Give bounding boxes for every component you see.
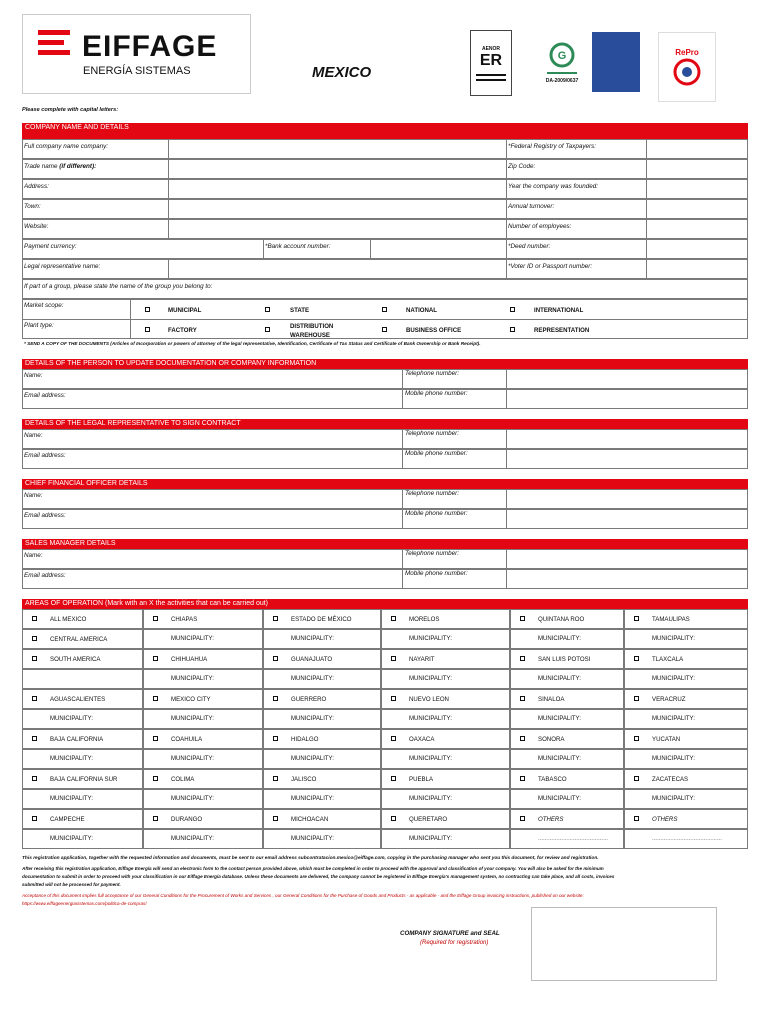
payment-currency-label: Payment currency: <box>24 243 77 250</box>
year-founded-input[interactable] <box>647 180 747 198</box>
area-label: ALL MEXICO <box>50 616 87 623</box>
municipality-label: MUNICIPALITY: <box>538 796 581 802</box>
employees-input[interactable] <box>647 220 747 238</box>
area-checkbox[interactable] <box>273 616 278 621</box>
contact-section-header: DETAILS OF THE LEGAL REPRESENTATIVE TO SIGN CONTRACT <box>22 419 748 429</box>
municipality-label: MUNICIPALITY: <box>291 756 334 762</box>
contact-email-input[interactable] <box>70 570 400 588</box>
address-input[interactable] <box>169 180 505 198</box>
rfc-input[interactable] <box>647 140 747 158</box>
repro-certificate-icon: RePro <box>658 32 716 102</box>
contact-phone-label: Telephone number: <box>405 370 460 377</box>
area-label: OAXACA <box>409 736 435 743</box>
area-label: NAYARIT <box>409 656 435 663</box>
town-label: Town: <box>24 203 41 210</box>
registration-process-line2: documentation to submit in order to proceed with your classification in our Eiffage Energía database. Unless these documents are delivered, the company cannot be registered in Eiffage Energía's management system, no contracting can take place, and all costs, invoices <box>22 874 615 879</box>
area-label: SAN LUIS POTOSI <box>538 656 591 663</box>
contact-name-input[interactable] <box>70 550 400 568</box>
area-checkbox[interactable] <box>273 776 278 781</box>
municipality-label: MUNICIPALITY: <box>409 756 452 762</box>
deed-number-input[interactable] <box>647 240 747 258</box>
market-national-label: NATIONAL <box>406 307 438 314</box>
brand-name: EIFFAGE <box>82 30 218 63</box>
area-label: QUERETARO <box>409 816 448 823</box>
area-label: CHIHUAHUA <box>171 656 208 663</box>
payment-currency-input[interactable] <box>169 240 262 258</box>
svg-text:G: G <box>557 50 567 62</box>
area-label: JALISCO <box>291 776 317 783</box>
contact-email-label: Email address: <box>24 392 66 399</box>
area-checkbox[interactable] <box>153 656 158 661</box>
contact-phone-label: Telephone number: <box>405 430 460 437</box>
annual-turnover-input[interactable] <box>647 200 747 218</box>
area-label: GUERRERO <box>291 696 327 703</box>
contact-section-header: CHIEF FINANCIAL OFFICER DETAILS <box>22 479 748 489</box>
signature-box[interactable] <box>531 907 717 981</box>
address-label: Address: <box>24 183 49 190</box>
area-checkbox[interactable] <box>153 736 158 741</box>
municipality-label: MUNICIPALITY: <box>652 796 695 802</box>
bank-account-label: *Bank account number: <box>265 243 331 250</box>
contact-email-input[interactable] <box>70 450 400 468</box>
signature-label: COMPANY SIGNATURE and SEAL <box>400 930 500 937</box>
municipality-label: MUNICIPALITY: <box>409 636 452 642</box>
trade-name-label: Trade name (if different): <box>24 163 97 170</box>
zip-code-label: Zip Code: <box>508 163 536 170</box>
contact-name-input[interactable] <box>70 430 400 448</box>
contact-mobile-label: Mobile phone number: <box>405 510 468 517</box>
area-checkbox[interactable] <box>273 696 278 701</box>
area-checkbox[interactable] <box>391 616 396 621</box>
plant-office-label: BUSINESS OFFICE <box>406 327 462 334</box>
contact-email-input[interactable] <box>70 390 400 408</box>
contact-email-label: Email address: <box>24 452 66 459</box>
others-input[interactable]: …………………………………… <box>538 836 608 842</box>
area-label: SONORA <box>538 736 565 743</box>
area-label: CAMPECHE <box>50 816 85 823</box>
municipality-label: MUNICIPALITY: <box>171 636 214 642</box>
website-label: Website: <box>24 223 49 230</box>
area-checkbox[interactable] <box>32 636 37 641</box>
municipality-label: MUNICIPALITY: <box>50 756 93 762</box>
area-label: YUCATAN <box>652 736 681 743</box>
market-state-label: STATE <box>290 307 310 314</box>
plant-factory-checkbox[interactable] <box>145 327 150 332</box>
area-checkbox[interactable] <box>634 776 639 781</box>
areas-section-header: AREAS OF OPERATION (Mark with an X the activities that can be carried out) <box>22 599 748 609</box>
rfc-label: *Federal Registry of Taxpayers: <box>508 143 596 150</box>
area-checkbox[interactable] <box>32 736 37 741</box>
contact-mobile-label: Mobile phone number: <box>405 450 468 457</box>
area-checkbox[interactable] <box>32 656 37 661</box>
area-checkbox[interactable] <box>634 616 639 621</box>
market-municipal-label: MUNICIPAL <box>168 307 202 314</box>
contact-phone-input[interactable] <box>507 550 747 568</box>
contact-email-label: Email address: <box>24 512 66 519</box>
zip-code-input[interactable] <box>647 160 747 178</box>
area-checkbox[interactable] <box>32 696 37 701</box>
contact-phone-label: Telephone number: <box>405 550 460 557</box>
area-label: DURANGO <box>171 816 203 823</box>
contact-name-label: Name: <box>24 372 43 379</box>
full-company-name-label: Full company name company: <box>24 143 108 150</box>
plant-representation-label: REPRESENTATION <box>534 327 590 334</box>
aenor-certificate-icon: AENOR ER <box>470 30 512 96</box>
municipality-label: MUNICIPALITY: <box>291 676 334 682</box>
website-input[interactable] <box>169 220 505 238</box>
market-state-checkbox[interactable] <box>265 307 270 312</box>
plant-office-checkbox[interactable] <box>382 327 387 332</box>
area-checkbox[interactable] <box>391 816 396 821</box>
trade-name-input[interactable] <box>169 160 505 178</box>
year-founded-label: Year the company was founded: <box>508 183 598 190</box>
contact-mobile-input[interactable] <box>507 510 747 528</box>
area-checkbox[interactable] <box>273 736 278 741</box>
plant-factory-label: FACTORY <box>168 327 197 334</box>
municipality-label: MUNICIPALITY: <box>538 676 581 682</box>
area-label: SINALOA <box>538 696 565 703</box>
voter-id-label: *Voter ID or Passport number: <box>508 263 593 270</box>
area-checkbox[interactable] <box>634 736 639 741</box>
area-checkbox[interactable] <box>520 696 525 701</box>
area-checkbox[interactable] <box>634 696 639 701</box>
area-label: AGUASCALIENTES <box>50 696 106 703</box>
contact-section-header: DETAILS OF THE PERSON TO UPDATE DOCUMENTATION OR COMPANY INFORMATION <box>22 359 748 369</box>
area-label: NUEVO LEON <box>409 696 449 703</box>
area-label: BAJA CALIFORNIA <box>50 736 104 743</box>
municipality-label: MUNICIPALITY: <box>652 756 695 762</box>
area-label: OTHERS <box>652 816 678 823</box>
contact-section-header: SALES MANAGER DETAILS <box>22 539 748 549</box>
employees-label: Number of employees: <box>508 223 572 230</box>
environmental-certificate-icon: G DA-2009/0637 <box>540 30 584 96</box>
area-checkbox[interactable] <box>153 696 158 701</box>
contact-phone-label: Telephone number: <box>405 490 460 497</box>
municipality-label: MUNICIPALITY: <box>171 716 214 722</box>
area-label: MEXICO CITY <box>171 696 211 703</box>
area-label: OTHERS <box>538 816 564 823</box>
area-label: MICHOACAN <box>291 816 329 823</box>
market-international-label: INTERNATIONAL <box>534 307 584 314</box>
company-section-header: COMPANY NAME AND DETAILS <box>22 123 748 139</box>
plant-type-label: Plant type: <box>24 322 54 329</box>
contact-name-label: Name: <box>24 432 43 439</box>
area-checkbox[interactable] <box>634 656 639 661</box>
area-label: CHIAPAS <box>171 616 198 623</box>
area-label: COAHUILA <box>171 736 203 743</box>
area-label: ESTADO DE MÉXICO <box>291 616 352 623</box>
legal-rep-name-input[interactable] <box>169 260 505 278</box>
area-label: COLIMA <box>171 776 195 783</box>
area-checkbox[interactable] <box>153 776 158 781</box>
bank-account-input[interactable] <box>371 240 505 258</box>
area-checkbox[interactable] <box>391 656 396 661</box>
contact-name-input[interactable] <box>70 370 400 388</box>
quality-certificate-icon <box>592 32 640 92</box>
municipality-label: MUNICIPALITY: <box>171 796 214 802</box>
municipality-label: MUNICIPALITY: <box>171 756 214 762</box>
market-scope-label: Market scope: <box>24 302 64 309</box>
area-label: VERACRUZ <box>652 696 686 703</box>
municipality-label: MUNICIPALITY: <box>538 636 581 642</box>
contact-mobile-label: Mobile phone number: <box>405 390 468 397</box>
acceptance-conditions: Acceptance of this document implies full acceptance of our General Conditions for the Procurement of Works and Services , our General Conditions for the Purchase of Goods and Products - as applicable - and the Eiffage Group invoicing instructions, published on our website: <box>22 893 584 898</box>
others-input[interactable]: …………………………………… <box>652 836 722 842</box>
country-title: MEXICO <box>312 64 372 81</box>
municipality-label: MUNICIPALITY: <box>291 836 334 842</box>
contact-name-input[interactable] <box>70 490 400 508</box>
area-label: BAJA CALIFORNIA SUR <box>50 776 118 783</box>
area-checkbox[interactable] <box>520 656 525 661</box>
area-label: CENTRAL AMERICA <box>50 636 108 643</box>
area-label: MORELOS <box>409 616 440 623</box>
area-checkbox[interactable] <box>273 656 278 661</box>
municipality-label: MUNICIPALITY: <box>291 636 334 642</box>
municipality-label: MUNICIPALITY: <box>538 716 581 722</box>
area-label: QUINTANA ROO <box>538 616 585 623</box>
area-checkbox[interactable] <box>520 776 525 781</box>
contact-mobile-input[interactable] <box>507 390 747 408</box>
market-international-checkbox[interactable] <box>510 307 515 312</box>
submission-instructions: This registration application, together with the requested information and documents, must be sent to our email address subcontratacion.mexico@eiffage.com, copying in the purchasing manager who sent you this document, for review and registration. <box>22 856 599 861</box>
plant-warehouse-checkbox[interactable] <box>265 327 270 332</box>
area-label: TAMAULIPAS <box>652 616 690 623</box>
area-checkbox[interactable] <box>153 816 158 821</box>
contact-mobile-input[interactable] <box>507 450 747 468</box>
contact-mobile-input[interactable] <box>507 570 747 588</box>
deed-number-label: *Deed number: <box>508 243 551 250</box>
contact-name-label: Name: <box>24 492 43 499</box>
market-national-checkbox[interactable] <box>382 307 387 312</box>
area-checkbox[interactable] <box>153 616 158 621</box>
municipality-label: MUNICIPALITY: <box>291 716 334 722</box>
area-checkbox[interactable] <box>520 816 525 821</box>
municipality-label: MUNICIPALITY: <box>291 796 334 802</box>
area-checkbox[interactable] <box>520 736 525 741</box>
area-label: PUEBLA <box>409 776 434 783</box>
contact-name-label: Name: <box>24 552 43 559</box>
registration-process-line1: After receiving this registration application, Eiffage Energía will send an electronic form to the contact person provided above, which must be completed in order to proceed with the approval and classification of your company. You will also be asked for the minimum <box>22 866 604 871</box>
eiffage-logo-icon <box>36 28 72 58</box>
municipality-label: MUNICIPALITY: <box>652 636 695 642</box>
municipality-label: MUNICIPALITY: <box>652 716 695 722</box>
voter-id-input[interactable] <box>647 260 747 278</box>
municipality-label: MUNICIPALITY: <box>409 716 452 722</box>
area-checkbox[interactable] <box>520 616 525 621</box>
area-label: TABASCO <box>538 776 567 783</box>
municipality-label: MUNICIPALITY: <box>171 676 214 682</box>
area-checkbox[interactable] <box>32 616 37 621</box>
annual-turnover-label: Annual turnover: <box>508 203 555 210</box>
contact-phone-input[interactable] <box>507 490 747 508</box>
signature-required-note: (Required for registration) <box>420 940 489 946</box>
legal-rep-name-label: Legal representative name: <box>24 263 101 270</box>
full-company-name-input[interactable] <box>169 140 505 158</box>
plant-representation-checkbox[interactable] <box>510 327 515 332</box>
area-label: ZACATECAS <box>652 776 689 783</box>
area-label: GUANAJUATO <box>291 656 333 663</box>
area-checkbox[interactable] <box>32 816 37 821</box>
municipality-label: MUNICIPALITY: <box>409 796 452 802</box>
area-checkbox[interactable] <box>273 816 278 821</box>
municipality-label: MUNICIPALITY: <box>409 676 452 682</box>
municipality-label: MUNICIPALITY: <box>652 676 695 682</box>
plant-warehouse-label: DISTRIBUTION WAREHOUSE <box>290 323 334 339</box>
contact-phone-input[interactable] <box>507 370 747 388</box>
contact-phone-input[interactable] <box>507 430 747 448</box>
registration-process-line3: submitted will not be processed for payment. <box>22 882 121 887</box>
area-label: SOUTH AMERICA <box>50 656 101 663</box>
area-checkbox[interactable] <box>391 736 396 741</box>
municipality-label: MUNICIPALITY: <box>50 796 93 802</box>
area-checkbox[interactable] <box>391 696 396 701</box>
municipality-label: MUNICIPALITY: <box>538 756 581 762</box>
area-label: HIDALGO <box>291 736 319 743</box>
contact-mobile-label: Mobile phone number: <box>405 570 468 577</box>
contact-email-label: Email address: <box>24 572 66 579</box>
area-checkbox[interactable] <box>391 776 396 781</box>
purchasing-policy-link[interactable]: https://www.eiffageenergiasistemas.com/politica-de-compras/ <box>22 901 147 906</box>
municipality-label: MUNICIPALITY: <box>50 836 93 842</box>
municipality-label: MUNICIPALITY: <box>50 716 93 722</box>
area-checkbox[interactable] <box>32 776 37 781</box>
brand-subtitle: ENERGÍA SISTEMAS <box>83 65 191 77</box>
contact-email-input[interactable] <box>70 510 400 528</box>
capital-letters-instruction: Please complete with capital letters: <box>22 107 119 113</box>
municipality-label: MUNICIPALITY: <box>171 836 214 842</box>
area-checkbox[interactable] <box>634 816 639 821</box>
area-label: TLAXCALA <box>652 656 684 663</box>
group-name-label: If part of a group, please state the name of the group you belong to: <box>24 283 213 290</box>
town-input[interactable] <box>169 200 505 218</box>
municipality-label: MUNICIPALITY: <box>409 836 452 842</box>
market-municipal-checkbox[interactable] <box>145 307 150 312</box>
documents-note: * SEND A COPY OF THE DOCUMENTS (Articles of Incorporation or powers of attorney of the legal representative, Identification, Certificate of Tax Status and Certificate of Bank Ownership or Bank Receipt). <box>24 341 481 346</box>
